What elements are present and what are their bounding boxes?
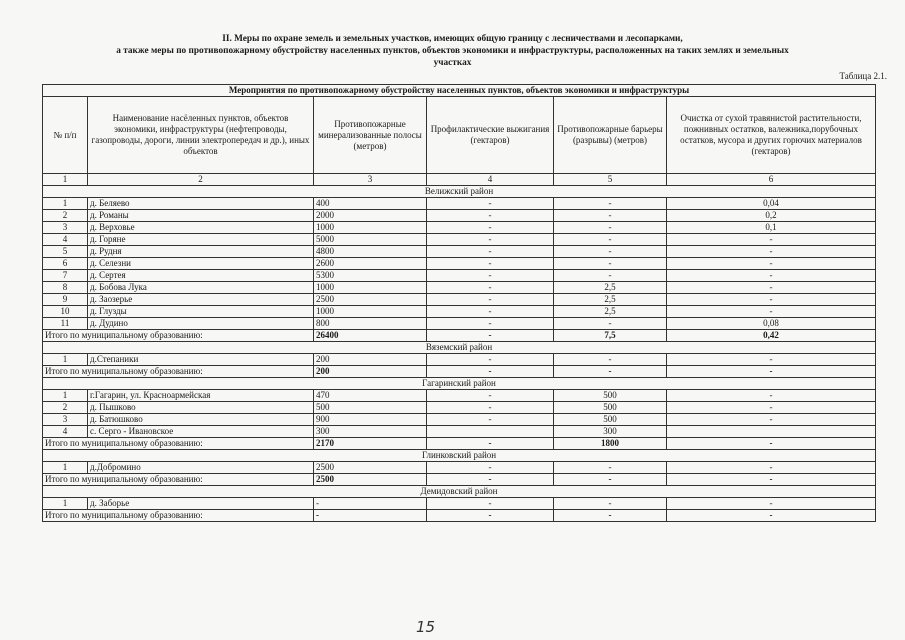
table-cell: - xyxy=(667,462,876,474)
total-value: 2170 xyxy=(314,438,427,450)
table-cell: - xyxy=(667,294,876,306)
total-value: - xyxy=(554,474,667,486)
table-cell: 4 xyxy=(43,426,88,438)
table-row xyxy=(43,354,876,366)
table-cell: - xyxy=(554,318,667,330)
table-cell: 1 xyxy=(43,390,88,402)
total-value: 26400 xyxy=(314,330,427,342)
table-cell: - xyxy=(427,402,554,414)
table-cell: 500 xyxy=(314,402,427,414)
table-cell: д. Горяне xyxy=(88,234,314,246)
table-cell: 10 xyxy=(43,306,88,318)
table-number: Таблица 2.1. xyxy=(839,71,887,81)
table-cell: - xyxy=(667,402,876,414)
total-value: - xyxy=(427,366,554,378)
table-cell: - xyxy=(554,498,667,510)
table-cell: - xyxy=(427,222,554,234)
table-row xyxy=(43,462,876,474)
heading-line-3: участках xyxy=(433,58,472,69)
total-value: - xyxy=(554,510,667,522)
table-cell: - xyxy=(554,234,667,246)
table-cell: 2500 xyxy=(314,462,427,474)
total-value: - xyxy=(667,510,876,522)
table-row xyxy=(43,390,876,402)
table-cell: 1000 xyxy=(314,306,427,318)
table-cell: 8 xyxy=(43,282,88,294)
total-value: - xyxy=(667,438,876,450)
total-row xyxy=(43,366,876,378)
total-value: - xyxy=(427,330,554,342)
col-header-barriers: Противопожарные барьеры (разрывы) (метров) xyxy=(554,97,667,174)
total-row xyxy=(43,438,876,450)
table-cell: 0,2 xyxy=(667,210,876,222)
table-cell: 400 xyxy=(314,198,427,210)
district-name: Демидовский район xyxy=(43,486,876,498)
table-row xyxy=(43,294,876,306)
col-header-number: № п/п xyxy=(43,97,88,174)
total-value: - xyxy=(314,510,427,522)
table-row xyxy=(43,402,876,414)
table-cell: - xyxy=(554,354,667,366)
table-cell: - xyxy=(427,246,554,258)
table-cell: 6 xyxy=(43,258,88,270)
table-cell: 2,5 xyxy=(554,282,667,294)
total-label: Итого по муниципальному образованию: xyxy=(43,510,314,522)
total-row xyxy=(43,510,876,522)
table-cell: 1 xyxy=(43,198,88,210)
table-cell: 4 xyxy=(43,234,88,246)
table-cell: - xyxy=(667,306,876,318)
table-cell: 7 xyxy=(43,270,88,282)
table-cell: 2500 xyxy=(314,294,427,306)
table-cell: 2600 xyxy=(314,258,427,270)
table-cell: - xyxy=(427,294,554,306)
table-row xyxy=(43,210,876,222)
district-name: Велижский район xyxy=(43,186,876,198)
table-cell: - xyxy=(427,390,554,402)
table-cell: д. Глузды xyxy=(88,306,314,318)
district-row xyxy=(43,378,876,390)
table-row xyxy=(43,246,876,258)
heading-line-1: II. Меры по охране земель и земельных участков, имеющих общую границу с лесничествами и лесопарками, xyxy=(222,34,683,44)
table-cell: 300 xyxy=(554,426,667,438)
table-cell: - xyxy=(427,318,554,330)
table-cell: 5 xyxy=(43,246,88,258)
table-cell: - xyxy=(554,198,667,210)
table-row xyxy=(43,270,876,282)
table-cell: д.Добромино xyxy=(88,462,314,474)
table-cell: д. Бобова Лука xyxy=(88,282,314,294)
table-cell: 500 xyxy=(554,414,667,426)
table-cell: - xyxy=(427,270,554,282)
table-caption: Мероприятия по противопожарному обустройству населенных пунктов, объектов экономики и инфраструктуры xyxy=(43,85,876,97)
col-number: 2 xyxy=(88,174,314,186)
table-cell: д. Рудня xyxy=(88,246,314,258)
total-row xyxy=(43,330,876,342)
column-header-row xyxy=(43,97,876,174)
col-number: 6 xyxy=(667,174,876,186)
table-cell: - xyxy=(427,210,554,222)
col-header-strips: Противопожарные минерализованные полосы (метров) xyxy=(314,97,427,174)
total-label: Итого по муниципальному образованию: xyxy=(43,474,314,486)
table-cell: 200 xyxy=(314,354,427,366)
table-cell: 2,5 xyxy=(554,294,667,306)
table-cell: 0,1 xyxy=(667,222,876,234)
table-row xyxy=(43,258,876,270)
table-row xyxy=(43,234,876,246)
table-row xyxy=(43,222,876,234)
total-row xyxy=(43,474,876,486)
table-cell: 1 xyxy=(43,498,88,510)
column-number-row xyxy=(43,174,876,186)
table-cell: 2000 xyxy=(314,210,427,222)
table-cell: - xyxy=(667,498,876,510)
table-row xyxy=(43,426,876,438)
table-cell: 3 xyxy=(43,222,88,234)
table-cell: - xyxy=(427,234,554,246)
table-cell: - xyxy=(554,258,667,270)
table-cell: - xyxy=(427,258,554,270)
table-cell: - xyxy=(427,414,554,426)
table-cell: 500 xyxy=(554,402,667,414)
table-cell: 3 xyxy=(43,414,88,426)
table-cell xyxy=(427,426,554,438)
district-row xyxy=(43,186,876,198)
table-cell: 0,04 xyxy=(667,198,876,210)
table-cell: д. Дудино xyxy=(88,318,314,330)
district-name: Вяземский район xyxy=(43,342,876,354)
col-number: 1 xyxy=(43,174,88,186)
table-cell: - xyxy=(554,222,667,234)
table-cell: - xyxy=(554,246,667,258)
table-cell: 2 xyxy=(43,402,88,414)
district-name: Глинковский район xyxy=(43,450,876,462)
table-cell: 9 xyxy=(43,294,88,306)
table-cell: - xyxy=(427,462,554,474)
total-value: - xyxy=(427,474,554,486)
table-row xyxy=(43,198,876,210)
table-cell: 1 xyxy=(43,462,88,474)
table-cell: - xyxy=(667,390,876,402)
total-value: - xyxy=(667,474,876,486)
col-number: 5 xyxy=(554,174,667,186)
table-row xyxy=(43,306,876,318)
table-cell: 4800 xyxy=(314,246,427,258)
table-cell: - xyxy=(667,354,876,366)
table-cell: д. Сертея xyxy=(88,270,314,282)
table-cell: 5300 xyxy=(314,270,427,282)
table-cell: д. Заборье xyxy=(88,498,314,510)
total-value: - xyxy=(427,438,554,450)
table-cell: 300 xyxy=(314,426,427,438)
table-cell: 500 xyxy=(554,390,667,402)
table-cell: - xyxy=(427,282,554,294)
district-row xyxy=(43,450,876,462)
district-row xyxy=(43,486,876,498)
table-cell: 2 xyxy=(43,210,88,222)
total-label: Итого по муниципальному образованию: xyxy=(43,438,314,450)
total-value: - xyxy=(667,366,876,378)
table-cell: 11 xyxy=(43,318,88,330)
total-value: 1800 xyxy=(554,438,667,450)
total-label: Итого по муниципальному образованию: xyxy=(43,330,314,342)
table-cell: - xyxy=(554,462,667,474)
table-cell: 900 xyxy=(314,414,427,426)
col-number: 3 xyxy=(314,174,427,186)
table-cell: - xyxy=(427,498,554,510)
col-header-cleaning: Очистка от сухой травянистой растительности, пожнивных остатков, валежника,порубочных остатков, мусора и других горючих материалов (гектаров) xyxy=(667,97,876,174)
page-number: 15 xyxy=(416,618,436,636)
table-cell: д. Селезни xyxy=(88,258,314,270)
col-header-name: Наименование насёленных пунктов, объектов экономики, инфраструктуры (нефтепроводы, газопроводы, дороги, линии электропередач и др.), иных объектов xyxy=(88,97,314,174)
table-cell: д. Пышково xyxy=(88,402,314,414)
table-cell: д. Романы xyxy=(88,210,314,222)
table-cell: 1 xyxy=(43,354,88,366)
table-cell: д. Верховье xyxy=(88,222,314,234)
fire-safety-table xyxy=(42,84,876,522)
table-cell: - xyxy=(667,246,876,258)
table-row xyxy=(43,282,876,294)
total-value: 2500 xyxy=(314,474,427,486)
total-value: 7,5 xyxy=(554,330,667,342)
table-cell: 0,08 xyxy=(667,318,876,330)
table-cell: г.Гагарин, ул. Красноармейская xyxy=(88,390,314,402)
total-value: 200 xyxy=(314,366,427,378)
table-cell: - xyxy=(314,498,427,510)
table-cell: д. Беляево xyxy=(88,198,314,210)
table-cell: д. Батюшково xyxy=(88,414,314,426)
total-value: - xyxy=(427,510,554,522)
district-row xyxy=(43,342,876,354)
col-number: 4 xyxy=(427,174,554,186)
table-cell: - xyxy=(667,234,876,246)
table-cell: - xyxy=(667,414,876,426)
table-cell: - xyxy=(427,354,554,366)
table-cell: - xyxy=(427,198,554,210)
total-value: - xyxy=(554,366,667,378)
table-cell: с. Серго - Ивановское xyxy=(88,426,314,438)
table-cell: 470 xyxy=(314,390,427,402)
table-cell: - xyxy=(667,282,876,294)
table-cell: 5000 xyxy=(314,234,427,246)
table-cell xyxy=(667,426,876,438)
table-cell: - xyxy=(427,306,554,318)
table-cell: 1000 xyxy=(314,282,427,294)
table-cell: - xyxy=(554,270,667,282)
table-row xyxy=(43,414,876,426)
table-cell: 2,5 xyxy=(554,306,667,318)
district-name: Гагаринский район xyxy=(43,378,876,390)
table-cell: - xyxy=(667,270,876,282)
table-cell: д.Степаники xyxy=(88,354,314,366)
section-heading xyxy=(20,33,885,70)
table-cell: - xyxy=(667,258,876,270)
table-cell: 800 xyxy=(314,318,427,330)
total-label: Итого по муниципальному образованию: xyxy=(43,366,314,378)
total-value: 0,42 xyxy=(667,330,876,342)
table-cell: - xyxy=(554,210,667,222)
table-cell: д. Заозерье xyxy=(88,294,314,306)
table-cell: 1000 xyxy=(314,222,427,234)
col-header-burning: Профилактические выжигания (гектаров) xyxy=(427,97,554,174)
table-row xyxy=(43,498,876,510)
table-row xyxy=(43,318,876,330)
heading-line-2: а также меры по противопожарному обустройству населенных пунктов, объектов экономики и инфраструктуры, расположенных на таких землях и земельных xyxy=(116,46,789,57)
